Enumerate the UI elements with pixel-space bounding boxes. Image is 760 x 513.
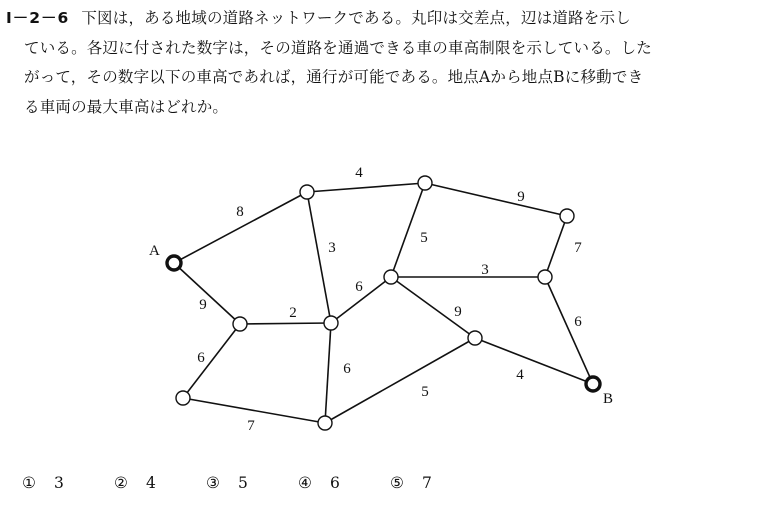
road-n4-n8 (391, 277, 475, 338)
road-limit-label: 3 (328, 240, 336, 256)
road-limit-label: 4 (355, 165, 363, 181)
road-limit-label: 9 (199, 297, 207, 313)
road-n3-n5 (545, 216, 567, 277)
answer-choice-4[interactable] (298, 474, 390, 492)
choice-value: 5 (238, 474, 248, 492)
intersection-node (538, 270, 552, 284)
answer-choice-3[interactable] (206, 474, 298, 492)
intersection-node (233, 317, 247, 331)
road-limit-label: 2 (289, 305, 297, 321)
road-limit-label: 9 (517, 189, 525, 205)
question-number: I－2－6 (6, 9, 70, 27)
answer-choice-2[interactable] (114, 474, 206, 492)
road-limit-label: 8 (236, 204, 244, 220)
road-limit-label: 7 (574, 240, 582, 256)
road-limit-label: 5 (421, 384, 429, 400)
choice-number: ③ (206, 474, 220, 492)
point-a-node (167, 256, 181, 270)
choice-value: 7 (422, 474, 432, 492)
road-limit-label: 6 (343, 361, 351, 377)
road-a-n1 (174, 192, 307, 263)
road-n6-n10 (325, 323, 331, 423)
choice-value: 6 (330, 474, 340, 492)
answer-choice-5[interactable] (390, 474, 482, 492)
road-limit-label: 9 (454, 304, 462, 320)
intersection-node (176, 391, 190, 405)
road-a-n7 (174, 263, 240, 324)
intersections (167, 176, 600, 430)
choice-number: ② (114, 474, 128, 492)
road-n10-n8 (325, 338, 475, 423)
point-b-node (586, 377, 600, 391)
intersection-node (560, 209, 574, 223)
road-n1-n2 (307, 183, 425, 192)
intersection-node (384, 270, 398, 284)
intersection-node (468, 331, 482, 345)
intersection-node (324, 316, 338, 330)
road-limit-label: 3 (481, 262, 489, 278)
point-a-label: A (149, 243, 160, 259)
road-limit-label: 6 (355, 279, 363, 295)
question-line-2: ている。各辺に付された数字は，その道路を通過できる車の車高制限を示している。した (24, 38, 653, 57)
choice-number: ① (22, 474, 36, 492)
road-n7-n9 (183, 324, 240, 398)
road-limit-label: 4 (516, 367, 524, 383)
point-b-label: B (603, 391, 614, 407)
choice-value: 4 (146, 474, 156, 492)
question-line-3: がって，その数字以下の車高であれば，通行が可能である。地点Aから地点Bに移動でき (24, 68, 644, 86)
intersection-node (318, 416, 332, 430)
choice-number: ⑤ (390, 474, 404, 492)
intersection-node (418, 176, 432, 190)
road-n2-n3 (425, 183, 567, 216)
road-n1-n6 (307, 192, 331, 323)
road-n7-n6 (240, 323, 331, 324)
road-limit-label: 5 (420, 230, 428, 246)
road-limit-label: 6 (197, 350, 205, 366)
question-line-1-text: 下図は，ある地域の道路ネットワークである。丸印は交差点，辺は道路を示し (81, 9, 631, 27)
answer-choice-1[interactable] (22, 474, 114, 492)
road-limit-label: 6 (574, 314, 582, 330)
road-limit-label: 7 (247, 418, 255, 434)
question-line-4: る車両の最大車高はどれか。 (24, 97, 229, 116)
intersection-node (300, 185, 314, 199)
choice-value: 3 (54, 474, 64, 492)
choice-number: ④ (298, 474, 312, 492)
answer-choices (22, 474, 482, 492)
